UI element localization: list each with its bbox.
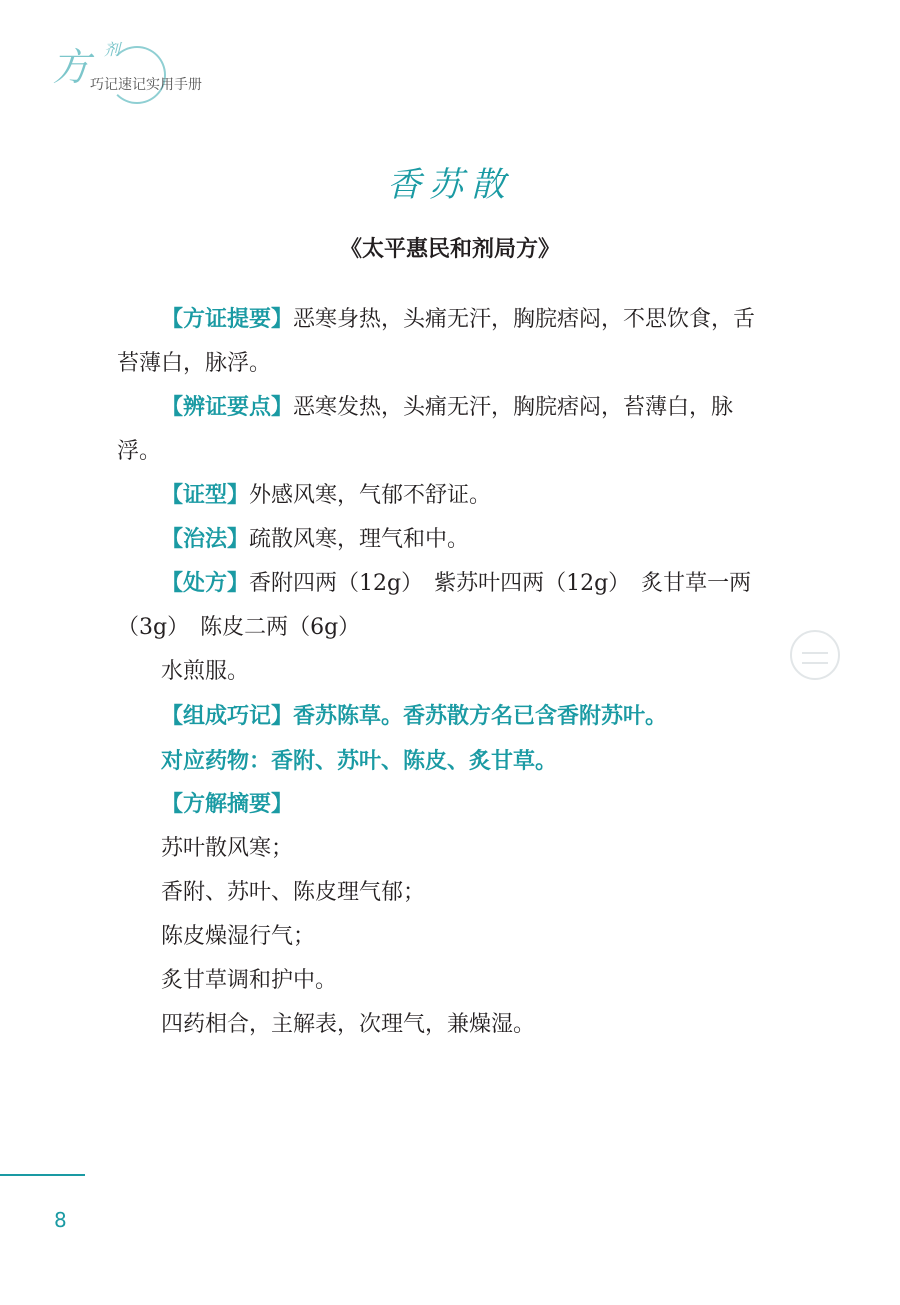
logo-char-fang: 方 [52, 45, 91, 89]
fangzheng-paragraph [117, 298, 777, 386]
usage-line: 水煎服。 [161, 659, 250, 684]
zhifa-tag: 【治法】 [161, 527, 250, 552]
zhengxing-tag: 【证型】 [161, 483, 250, 508]
chufang-paragraph [117, 562, 777, 650]
zhengxing-paragraph [117, 474, 777, 518]
zhifa-text: 疏散风寒，理气和中。 [249, 527, 470, 552]
bianzheng-tag: 【辨证要点】 [161, 395, 294, 420]
zhengxing-text: 外感风寒，气郁不舒证。 [249, 483, 492, 508]
zucheng-tag: 【组成巧记】 [161, 704, 294, 729]
page-number: 8 [54, 1208, 67, 1232]
bianzheng-text: 恶寒发热，头痛无汗，胸脘痞闷，苔薄白，脉浮。 [117, 395, 734, 464]
zucheng-paragraph [117, 694, 777, 739]
fangjie-line: 香附、苏叶、陈皮理气郁； [161, 880, 426, 905]
zucheng-text: 香苏陈草。香苏散方名已含香附苏叶。 [293, 703, 668, 729]
fangjie-line: 四药相合，主解表，次理气，兼燥湿。 [161, 1012, 536, 1037]
fangzheng-text: 恶寒身热，头痛无汗，胸脘痞闷，不思饮食，舌苔薄白，脉浮。 [117, 307, 756, 376]
fangjie-line: 陈皮燥湿行气； [161, 924, 316, 949]
duiying-line: 对应药物：香附、苏叶、陈皮、炙甘草。 [161, 748, 558, 774]
fangjie-line: 炙甘草调和护中。 [161, 968, 338, 993]
watermark-seal-icon [790, 630, 840, 680]
fangjie-heading [117, 783, 777, 827]
logo-char-ji: 剂 [104, 40, 121, 59]
fangzheng-tag: 【方证提要】 [161, 307, 294, 332]
chufang-text: 香附四两（12g） 紫苏叶四两（12g） 炙甘草一两（3g） 陈皮二两（6g） [117, 571, 752, 640]
fangjie-line: 苏叶散风寒； [161, 836, 294, 861]
book-subtitle: 巧记速记实用手册 [90, 77, 202, 93]
bianzheng-paragraph [117, 386, 777, 474]
footer-rule [0, 1174, 85, 1176]
zhifa-paragraph [117, 518, 777, 562]
formula-source: 《太平惠民和剂局方》 [339, 236, 560, 262]
chufang-tag: 【处方】 [161, 571, 250, 596]
main-content [117, 298, 777, 1047]
fangjie-tag: 【方解摘要】 [161, 792, 294, 817]
book-logo [48, 40, 248, 110]
formula-title: 香苏散 [387, 165, 513, 205]
